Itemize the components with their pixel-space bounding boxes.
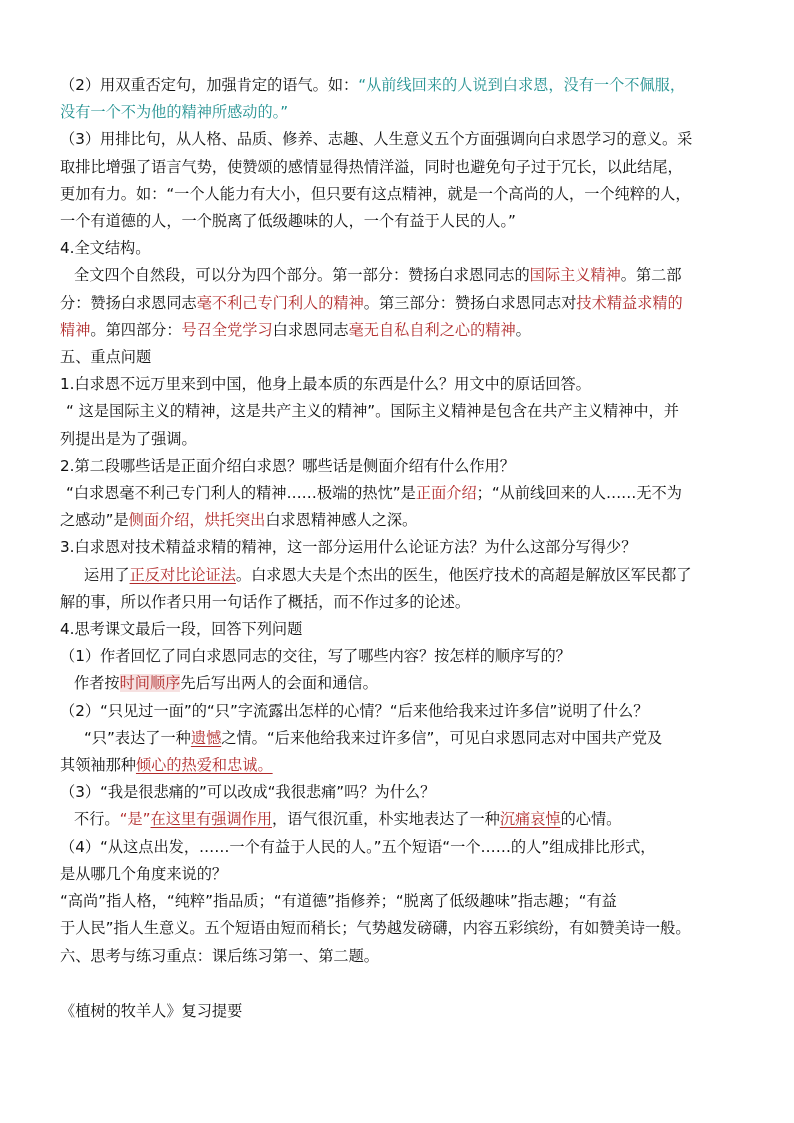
highlight-red: 国际主义精神 (529, 266, 621, 285)
quote-teal-continued: 没有一个不为他的精神所感动的。” (60, 103, 289, 122)
highlight-red: 技术精益求精的 (576, 293, 683, 312)
answer-2-line-1: “白求恩毫不利己专门利人的精神……极端的热忱”是正面介绍；“从前线回来的人……无不为 (66, 484, 682, 503)
answer-4-2-line-2: 其领袖那种倾心的热爱和忠诚。 (60, 756, 273, 775)
answer-4-4-line-1: “高尚”指人格，“纯粹”指品质；“有道德”指修养；“脱离了低级趣味”指志趣；“有益 (60, 892, 617, 911)
question-1: 1.白求恩不远万里来到中国，他身上最本质的东西是什么？用文中的原话回答。 (60, 375, 591, 394)
para-parallelism-1: （3）用排比句，从人格、品质、修养、志趣、人生意义五个方面强调向白求恩学习的意义。采 (60, 130, 693, 149)
para-parallelism-2: 取排比增强了语言气势，使赞颂的感情显得热情洋溢，同时也避免句子过于冗长，以此结尾， (60, 157, 683, 176)
highlight-red-underlined: 在这里有强调作用 (150, 810, 272, 829)
answer-4-1: 作者按时间顺序先后写出两人的会面和通信。 (74, 674, 378, 693)
highlight-red: 正面介绍 (415, 484, 477, 503)
answer-4-4-line-2: 于人民”指人生意义。五个短语由短而稍长；气势越发磅礴，内容五彩缤纷，有如赞美诗一般。 (60, 919, 691, 938)
question-3: 3.白求恩对技术精益求精的精神，这一部分运用什么论证方法？为什么这部分写得少？ (60, 538, 637, 557)
highlight-red-underlined: 沉痛哀悼 (499, 810, 561, 829)
highlight-red-underlined: 倾心的热爱和忠诚。 (135, 756, 273, 775)
answer-1-line-1: “ 这是国际主义的精神，这是共产主义的精神”。国际主义精神是包含在共产主义精神中，并 (66, 402, 679, 421)
question-2: 2.第二段哪些话是正面介绍白求恩？哪些话是侧面介绍有什么作用？ (60, 456, 515, 475)
question-4-4-line-2: 是从哪几个角度来说的？ (60, 864, 228, 883)
structure-line-1: 全文四个自然段，可以分为四个部分。第一部分：赞扬白求恩同志的国际主义精神。第二部 (74, 266, 682, 285)
highlight-red: “是” (119, 810, 151, 829)
answer-4-3: 不行。“是”在这里有强调作用，语气很沉重，朴实地表达了一种沉痛哀悼的心情。 (74, 810, 622, 829)
question-4-1: （1）作者回忆了同白求恩同志的交往，写了哪些内容？按怎样的顺序写的？ (60, 647, 571, 666)
answer-2-line-2: 之感动”是侧面介绍，烘托突出白求恩精神感人之深。 (60, 511, 418, 530)
answer-1-line-2: 列提出是为了强调。 (60, 429, 197, 448)
structure-line-3: 精神。第四部分：号召全党学习白求恩同志毫无自私自利之心的精神。 (60, 320, 531, 339)
structure-line-2: 分：赞扬白求恩同志毫不利己专门利人的精神。第三部分：赞扬白求恩同志对技术精益求精的 (60, 293, 683, 312)
para-double-negative: （2）用双重否定句，加强肯定的语气。如：“从前线回来的人说到白求恩，没有一个不佩服， (60, 76, 686, 94)
answer-3-line-1: 运用了正反对比论证法。白求恩大夫是个杰出的医生，他医疗技术的高超是解放区军民都了 (84, 565, 692, 584)
spacer (60, 970, 740, 998)
section-structure-title: 4.全文结构。 (60, 239, 151, 258)
question-4-3: （3）“我是很悲痛的”可以改成“我很悲痛”吗？为什么？ (60, 783, 436, 802)
document-page (60, 72, 740, 1025)
question-4-4-line-1: （4）“从这点出发，……一个有益于人民的人。”五个短语“一个……的人”组成排比形式， (60, 837, 656, 856)
highlight-red: 毫不利己专门利人的精神 (196, 293, 364, 312)
para-parallelism-4: 一个有道德的人，一个脱离了低级趣味的人，一个有益于人民的人。” (60, 212, 516, 231)
section-key-questions-title: 五、重点问题 (60, 348, 152, 367)
highlight-red: 号召全党学习 (181, 320, 273, 339)
highlight-red: 精神 (60, 320, 91, 339)
quote-teal: “从前线回来的人说到白求恩，没有一个不佩服， (358, 76, 686, 94)
highlight-red-marked: 时间顺序 (119, 674, 181, 693)
highlight-red: 侧面介绍，烘托突出 (128, 511, 266, 530)
next-section-title: 《植树的牧羊人》复习提要 (60, 1001, 243, 1020)
para-parallelism-3: 更加有力。如：“一个人能力有大小，但只要有这点精神，就是一个高尚的人，一个纯粹的人， (60, 184, 691, 203)
highlight-red: 毫无自私自利之心的精神 (348, 320, 516, 339)
question-4-2: （2）“只见过一面”的“只”字流露出怎样的心情？“后来他给我来过许多信”说明了什么？ (60, 701, 649, 720)
question-4: 4.思考课文最后一段，回答下列问题 (60, 620, 303, 639)
highlight-red-underlined: 正反对比论证法 (129, 565, 236, 584)
answer-3-line-2: 解的事，所以作者只用一句话作了概括，而不作过多的论述。 (60, 592, 471, 611)
answer-4-2-line-1: “只”表达了一种遗憾之情。“后来他给我来过许多信”，可见白求恩同志对中国共产党及 (84, 728, 663, 747)
section-exercises-title: 六、思考与练习重点：课后练习第一、第二题。 (60, 946, 379, 965)
highlight-red-underlined: 遗憾 (190, 728, 222, 747)
